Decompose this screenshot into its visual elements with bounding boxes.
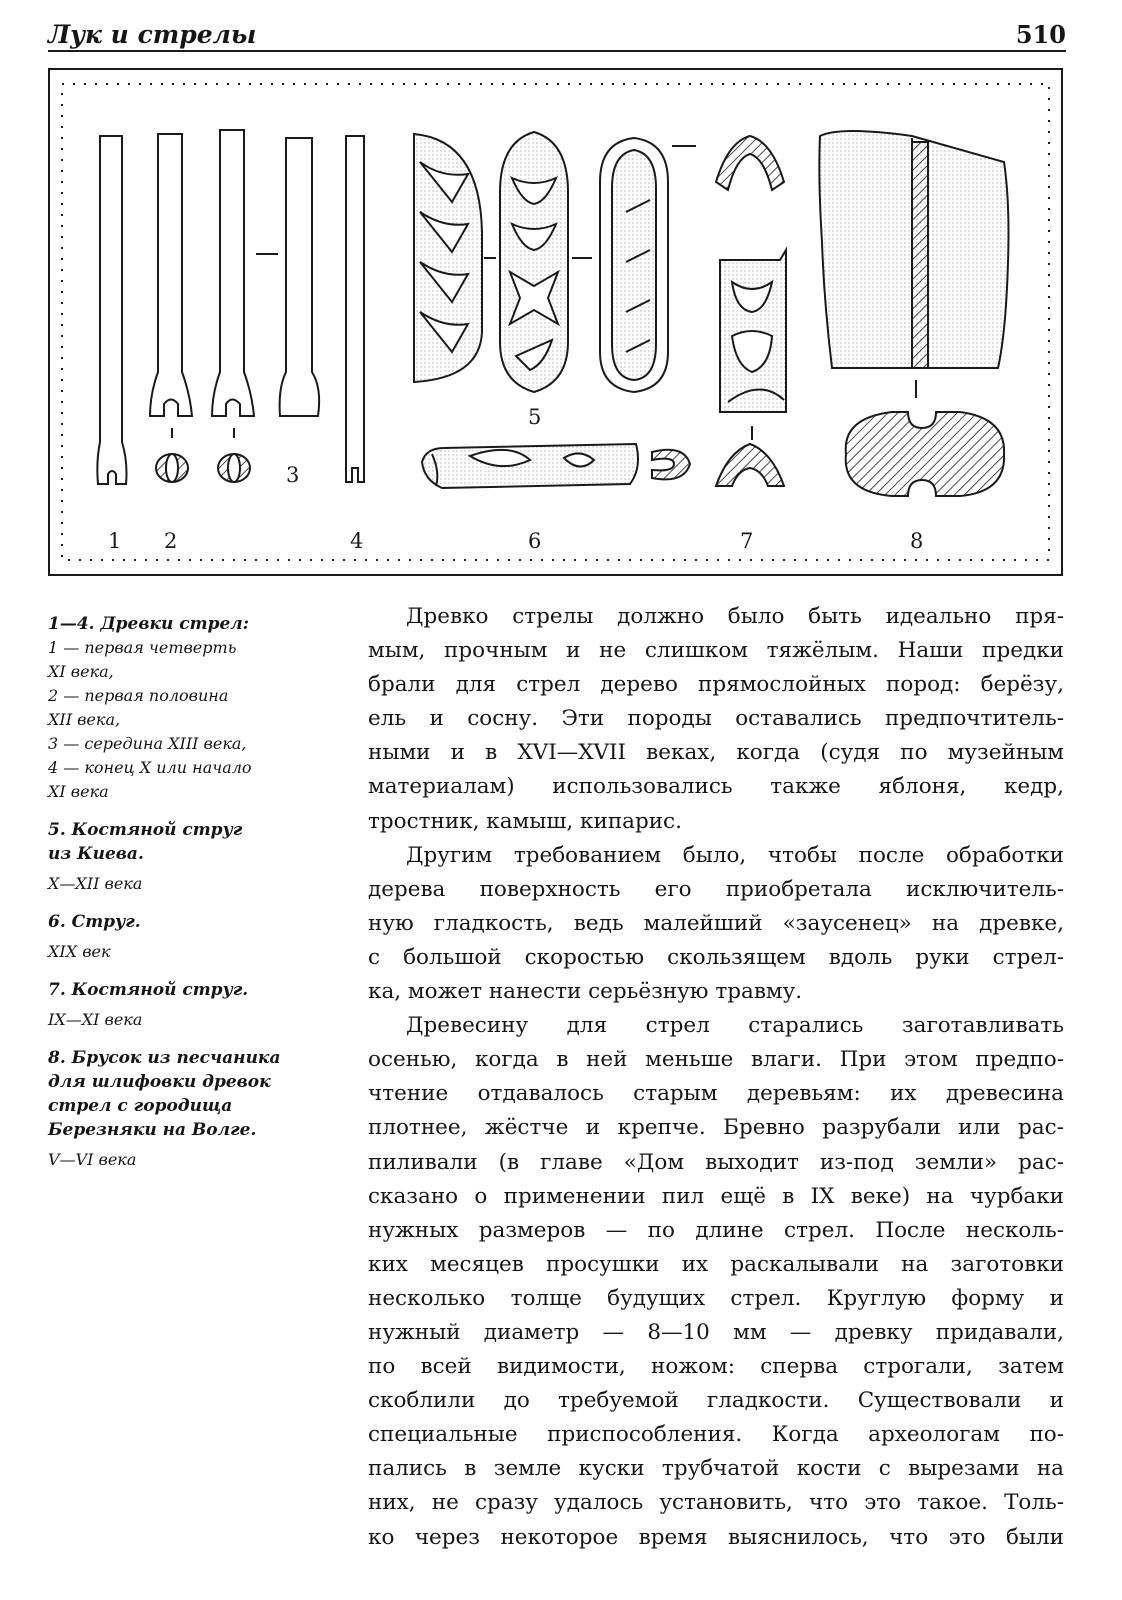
body-line: сказано о применении пил ещё в IX веке) на чурбаки [368,1183,1064,1209]
scraper-6 [422,444,690,488]
figure-captions [48,612,348,1186]
page-number: 510 [1015,20,1066,49]
item-label-7: 7 [740,529,754,553]
item-label-3: 3 [286,463,300,487]
item-label-8: 8 [910,529,924,553]
body-line: нужный диаметр — 8—10 мм — древку придавали, [368,1319,1064,1345]
arrow-shaft-1 [97,136,126,484]
body-line: ких месяцев просушки их раскалывали на заготовки [368,1251,1064,1277]
bone-scraper-7 [716,136,786,486]
caption-title: 5. Костяной струг [48,820,243,840]
caption-title: 7. Костяной струг. [48,980,249,1000]
figure-illustration [60,82,1051,562]
caption-line: 3 — середина XIII века, [48,734,247,753]
body-line: Древесину для стрел старались заготавливать [406,1013,1064,1039]
caption-whetstone [48,1046,348,1172]
caption-line: 1 — первая четверть [48,638,237,657]
body-line: пались в земле куски трубчатой кости с вырезами на [368,1456,1064,1482]
item-label-4: 4 [350,529,364,553]
item-label-5: 5 [528,405,542,429]
arrow-shaft-3 [212,130,319,482]
caption-line: XII века, [48,710,121,729]
body-line: чтение отдавалось старым деревьям: их древесина [368,1081,1064,1107]
body-line: ко через некоторое время выяснилось, что это были [368,1524,1064,1550]
caption-line: 2 — первая половина [48,686,229,705]
body-line: нужных размеров — по длине стрел. После несколь- [368,1217,1064,1243]
caption-date: IX—XI века [48,1010,143,1029]
arrow-shaft-4 [346,136,364,482]
item-label-2: 2 [164,529,178,553]
body-line: специальные приспособления. Когда археологам по- [368,1422,1064,1448]
caption-line: XI века, [48,662,114,681]
body-line: с большой скоростью скользящем вдоль руки стрел- [368,944,1064,970]
bone-scraper-5 [414,132,696,392]
caption-title: 1—4. Древки стрел: [48,614,250,634]
caption-date: X—XII века [48,874,143,893]
caption-bone-scraper [48,978,348,1032]
caption-title: 8. Брусок из песчаника [48,1048,281,1068]
caption-title: стрел с городища [48,1096,233,1116]
body-line: них, не сразу удалось установить, что это такое. Толь- [368,1490,1064,1516]
caption-date: V—VI века [48,1150,137,1169]
body-line: плотнее, жёстче и крепче. Бревно разрубали или рас- [368,1115,1064,1141]
caption-title: 6. Струг. [48,912,141,932]
caption-date: XIX век [48,942,111,961]
body-line: пиливали (в главе «Дом выходит из-под земли» рас- [368,1149,1064,1175]
running-header [48,14,1066,52]
caption-title: из Киева. [48,844,144,864]
caption-title: для шлифовки древок [48,1072,271,1092]
caption-scraper [48,910,348,964]
caption-bone-scraper-kiev [48,818,348,896]
arrow-shaft-2 [150,134,192,482]
caption-line: XI века [48,782,109,801]
body-line: несколько толще будущих стрел. Круглую форму и [368,1285,1064,1311]
body-text [368,600,1064,1555]
body-line: по всей видимости, ножом: сперва строгали, затем [368,1354,1064,1380]
body-line: Другим требованием было, чтобы после обработки [406,842,1064,868]
caption-line: 4 — конец X или начало [48,758,252,777]
body-line: скоблили до требуемой гладкости. Существовали и [368,1388,1064,1414]
item-label-1: 1 [108,529,122,553]
body-line: брали для стрел дерево прямослойных пород: берёзу, [368,672,1064,698]
caption-arrow-shafts [48,612,348,804]
body-line: тростник, камыш, кипарис. [368,808,682,834]
caption-title: Березняки на Волге. [48,1120,257,1140]
body-line: ка, может нанести серьёзную травму. [368,979,803,1005]
body-line: дерева поверхность его приобретала исключитель- [368,876,1064,902]
body-line: ными и в XVI—XVII веках, когда (судя по музейным [368,740,1064,766]
figure-frame [48,68,1063,576]
body-line: мым, прочным и не слишком тяжёлым. Наши предки [368,638,1064,664]
running-title: Лук и стрелы [48,20,257,49]
body-line: Древко стрелы должно было быть идеально пря- [406,604,1064,629]
body-line: ель и сосну. Эти породы оставались предпочтитель- [368,706,1064,732]
body-line: ную гладкость, ведь малейший «заусенец» на древке, [368,910,1064,936]
body-line: осенью, когда в ней меньше влаги. При этом предпо- [368,1047,1064,1073]
item-label-6: 6 [528,529,542,553]
body-line: материалам) использовались также яблоня, кедр, [368,774,1064,800]
sandstone-whetstone-8 [819,131,1008,496]
